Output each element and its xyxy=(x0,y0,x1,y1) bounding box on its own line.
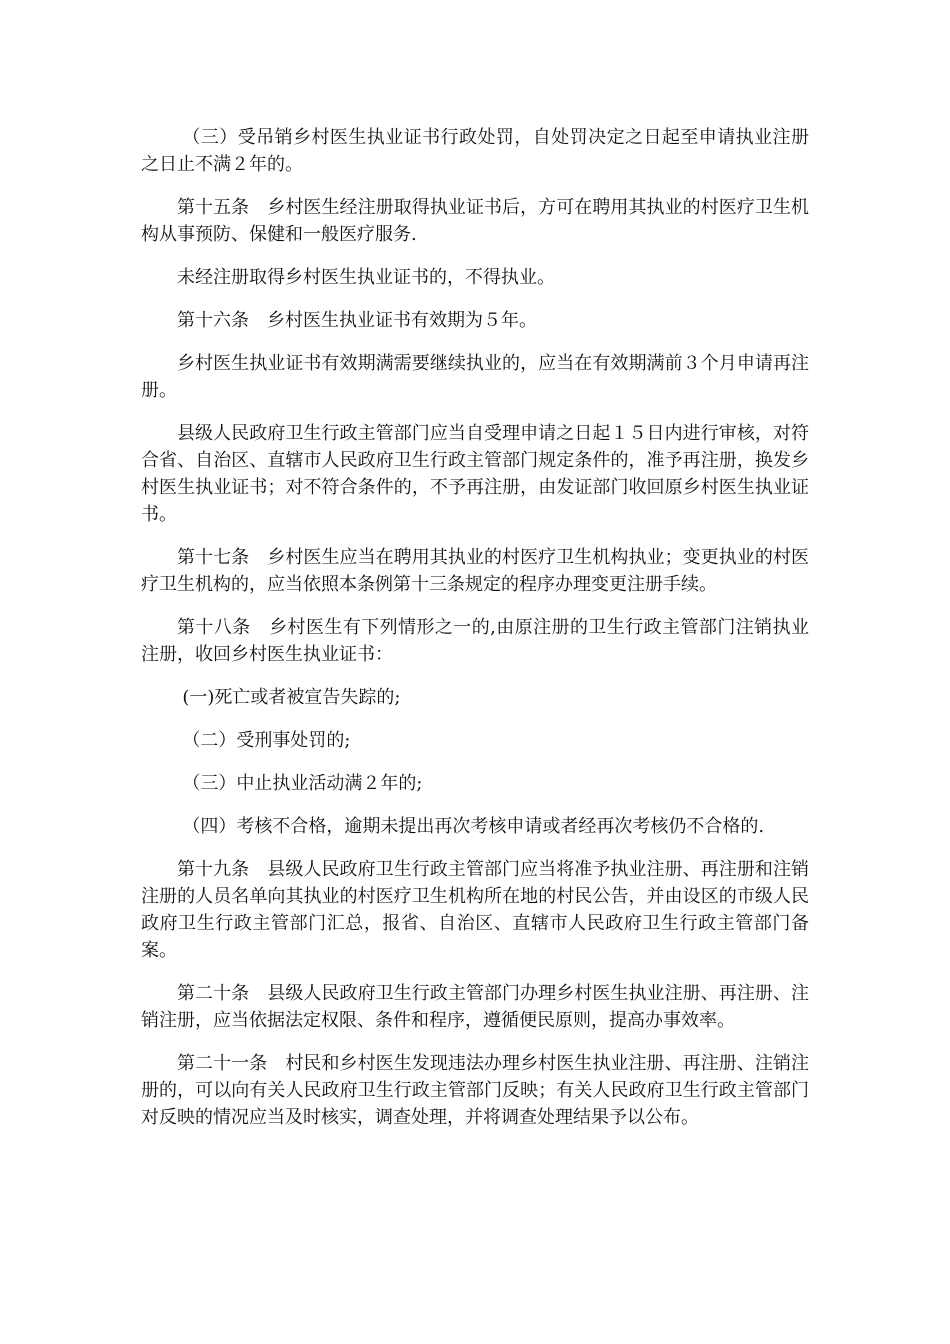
paragraph-item-3-revoked: （三）受吊销乡村医生执业证书行政处罚，自处罚决定之日起至申请执业注册之日止不满２年的。 xyxy=(141,127,809,175)
paragraph-item-3: （三）中止执业活动满２年的; xyxy=(182,773,423,794)
paragraph-item-1: (一)死亡或者被宣告失踪的; xyxy=(182,687,401,708)
paragraph-unregistered: 未经注册取得乡村医生执业证书的，不得执业。 xyxy=(177,267,555,288)
paragraph-county-review: 县级人民政府卫生行政主管部门应当自受理申请之日起１５日内进行审核，对符合省、自治区、直辖市人民政府卫生行政主管部门规定条件的，准予再注册，换发乡村医生执业证书；对不符合条件的，不予再注册，由发证部门收回原乡村医生执业证书。 xyxy=(141,423,809,525)
paragraph-item-4: （四）考核不合格，逾期未提出再次考核申请或者经再次考核仍不合格的. xyxy=(182,816,765,837)
article-15: 第十五条 乡村医生经注册取得执业证书后，方可在聘用其执业的村医疗卫生机构从事预防、保健和一般医疗服务. xyxy=(141,197,809,245)
article-20: 第二十条 县级人民政府卫生行政主管部门办理乡村医生执业注册、再注册、注销注册，应当依据法定权限、条件和程序，遵循便民原则，提高办事效率。 xyxy=(141,983,809,1031)
article-18: 第十八条 乡村医生有下列情形之一的,由原注册的卫生行政主管部门注销执业注册，收回乡村医生执业证书： xyxy=(141,617,809,665)
article-21: 第二十一条 村民和乡村医生发现违法办理乡村医生执业注册、再注册、注销注册的，可以向有关人民政府卫生行政主管部门反映；有关人民政府卫生行政主管部门对反映的情况应当及时核实，调查处理，并将调查处理结果予以公布。 xyxy=(141,1053,809,1128)
document-body xyxy=(141,124,809,1147)
article-16: 第十六条 乡村医生执业证书有效期为５年。 xyxy=(177,310,537,331)
article-17: 第十七条 乡村医生应当在聘用其执业的村医疗卫生机构执业；变更执业的村医疗卫生机构的，应当依照本条例第十三条规定的程序办理变更注册手续。 xyxy=(141,547,809,595)
paragraph-renewal: 乡村医生执业证书有效期满需要继续执业的，应当在有效期满前３个月申请再注册。 xyxy=(141,353,809,401)
paragraph-item-2: （二）受刑事处罚的; xyxy=(182,730,351,751)
article-19: 第十九条 县级人民政府卫生行政主管部门应当将准予执业注册、再注册和注销注册的人员名单向其执业的村医疗卫生机构所在地的村民公告，并由设区的市级人民政府卫生行政主管部门汇总，报省、自治区、直辖市人民政府卫生行政主管部门备案。 xyxy=(141,859,809,961)
